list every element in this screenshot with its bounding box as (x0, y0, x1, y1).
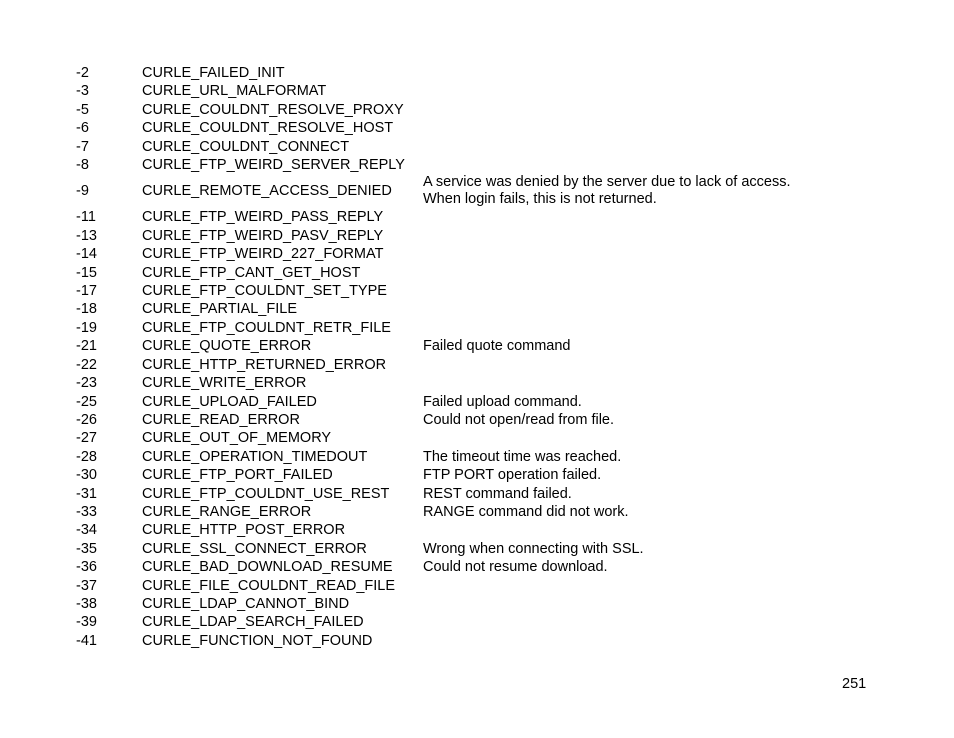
error-name: CURLE_FAILED_INIT (142, 65, 285, 81)
table-row (76, 208, 876, 226)
error-code: -15 (76, 264, 97, 281)
table-row (76, 595, 876, 613)
error-code: -22 (76, 356, 97, 373)
error-name: CURLE_HTTP_RETURNED_ERROR (142, 356, 387, 373)
table-row (76, 485, 876, 503)
error-name: CURLE_OUT_OF_MEMORY (142, 430, 332, 447)
error-code: -21 (76, 338, 97, 355)
error-description (423, 503, 876, 521)
error-code: -41 (76, 632, 97, 649)
error-code: -5 (76, 101, 89, 118)
error-name: CURLE_PARTIAL_FILE (142, 301, 297, 318)
error-description (423, 466, 876, 484)
table-row (76, 282, 876, 300)
error-code: -39 (76, 614, 97, 631)
table-row (76, 227, 876, 245)
table-row (76, 503, 876, 521)
table-row (76, 64, 876, 82)
error-code: -33 (76, 503, 97, 520)
error-name: CURLE_FUNCTION_NOT_FOUND (142, 632, 373, 649)
error-code: -7 (76, 138, 89, 155)
table-row (76, 319, 876, 337)
error-description (423, 411, 876, 429)
error-description-line: A service was denied by the server due to lack of access. (423, 174, 791, 191)
error-code: -13 (76, 227, 97, 244)
table-row (76, 156, 876, 174)
table-row (76, 466, 876, 484)
error-description (423, 540, 876, 558)
table-row (76, 300, 876, 318)
error-name: CURLE_SSL_CONNECT_ERROR (142, 540, 367, 557)
error-code: -34 (76, 522, 97, 539)
error-code: -19 (76, 319, 97, 336)
error-description (423, 337, 876, 355)
error-name: CURLE_URL_MALFORMAT (142, 83, 327, 100)
error-description-line: Could not open/read from file. (423, 411, 615, 428)
error-description-line: Could not resume download. (423, 559, 608, 576)
table-row (76, 264, 876, 282)
error-code: -8 (76, 157, 89, 174)
error-name: CURLE_OPERATION_TIMEDOUT (142, 448, 368, 465)
error-name: CURLE_LDAP_SEARCH_FAILED (142, 614, 364, 631)
table-row (76, 82, 876, 100)
error-code: -14 (76, 246, 97, 263)
error-code: -37 (76, 577, 97, 594)
error-code: -18 (76, 301, 97, 318)
error-name: CURLE_FTP_COULDNT_RETR_FILE (142, 319, 391, 336)
error-name: CURLE_REMOTE_ACCESS_DENIED (142, 182, 392, 199)
error-name: CURLE_FTP_WEIRD_PASV_REPLY (142, 227, 384, 244)
table-row (76, 119, 876, 137)
table-row (76, 138, 876, 156)
error-name: CURLE_RANGE_ERROR (142, 503, 312, 520)
error-description-line: The timeout time was reached. (423, 448, 622, 465)
table-row (76, 448, 876, 466)
error-description-line: Wrong when connecting with SSL. (423, 540, 644, 557)
table-row (76, 558, 876, 576)
error-description-line: When login fails, this is not returned. (423, 191, 657, 208)
error-name: CURLE_FTP_WEIRD_SERVER_REPLY (142, 157, 405, 174)
page-number: 251 (842, 676, 867, 692)
error-name: CURLE_QUOTE_ERROR (142, 338, 312, 355)
error-name: CURLE_WRITE_ERROR (142, 375, 307, 392)
error-description-line: Failed upload command. (423, 393, 582, 410)
error-code: -6 (76, 120, 89, 137)
error-code: -2 (76, 65, 89, 81)
error-name: CURLE_FTP_WEIRD_227_FORMAT (142, 246, 384, 263)
error-name: CURLE_COULDNT_CONNECT (142, 138, 350, 155)
error-code: -9 (76, 182, 89, 199)
table-row (76, 613, 876, 631)
table-row (76, 577, 876, 595)
table-row (76, 393, 876, 411)
error-description-line: RANGE command did not work. (423, 503, 629, 520)
table-row (76, 521, 876, 539)
error-description-line: FTP PORT operation failed. (423, 467, 602, 484)
error-code: -11 (76, 209, 96, 226)
error-name: CURLE_HTTP_POST_ERROR (142, 522, 346, 539)
table-row (76, 174, 876, 208)
error-description (423, 174, 876, 208)
error-code: -35 (76, 540, 97, 557)
error-code-table (76, 64, 876, 650)
table-row (76, 337, 876, 355)
error-name: CURLE_COULDNT_RESOLVE_PROXY (142, 101, 404, 118)
error-code: -17 (76, 283, 97, 300)
error-name: CURLE_READ_ERROR (142, 411, 300, 428)
table-row (76, 632, 876, 650)
table-row (76, 356, 876, 374)
error-code: -27 (76, 430, 97, 447)
table-row (76, 101, 876, 119)
error-name: CURLE_COULDNT_RESOLVE_HOST (142, 120, 394, 137)
error-description (423, 558, 876, 576)
table-row (76, 245, 876, 263)
error-description-line: REST command failed. (423, 485, 572, 502)
error-name: CURLE_FTP_WEIRD_PASS_REPLY (142, 209, 384, 226)
error-code: -26 (76, 411, 97, 428)
table-row (76, 411, 876, 429)
error-name: CURLE_FTP_CANT_GET_HOST (142, 264, 361, 281)
error-name: CURLE_FTP_COULDNT_USE_REST (142, 485, 390, 502)
error-description-line: Failed quote command (423, 338, 571, 355)
table-row (76, 540, 876, 558)
error-name: CURLE_FILE_COULDNT_READ_FILE (142, 577, 396, 594)
error-name: CURLE_UPLOAD_FAILED (142, 393, 317, 410)
error-code: -25 (76, 393, 97, 410)
error-code: -3 (76, 83, 89, 100)
error-code: -28 (76, 448, 97, 465)
table-row (76, 429, 876, 447)
error-code: -30 (76, 467, 97, 484)
error-name: CURLE_BAD_DOWNLOAD_RESUME (142, 559, 393, 576)
table-row (76, 374, 876, 392)
error-description (423, 393, 876, 411)
error-code: -36 (76, 559, 97, 576)
error-code: -23 (76, 375, 97, 392)
error-code: -38 (76, 595, 97, 612)
error-name: CURLE_FTP_COULDNT_SET_TYPE (142, 283, 387, 300)
error-description (423, 485, 876, 503)
error-code: -31 (76, 485, 97, 502)
error-description (423, 448, 876, 466)
error-name: CURLE_LDAP_CANNOT_BIND (142, 595, 350, 612)
error-name: CURLE_FTP_PORT_FAILED (142, 467, 333, 484)
